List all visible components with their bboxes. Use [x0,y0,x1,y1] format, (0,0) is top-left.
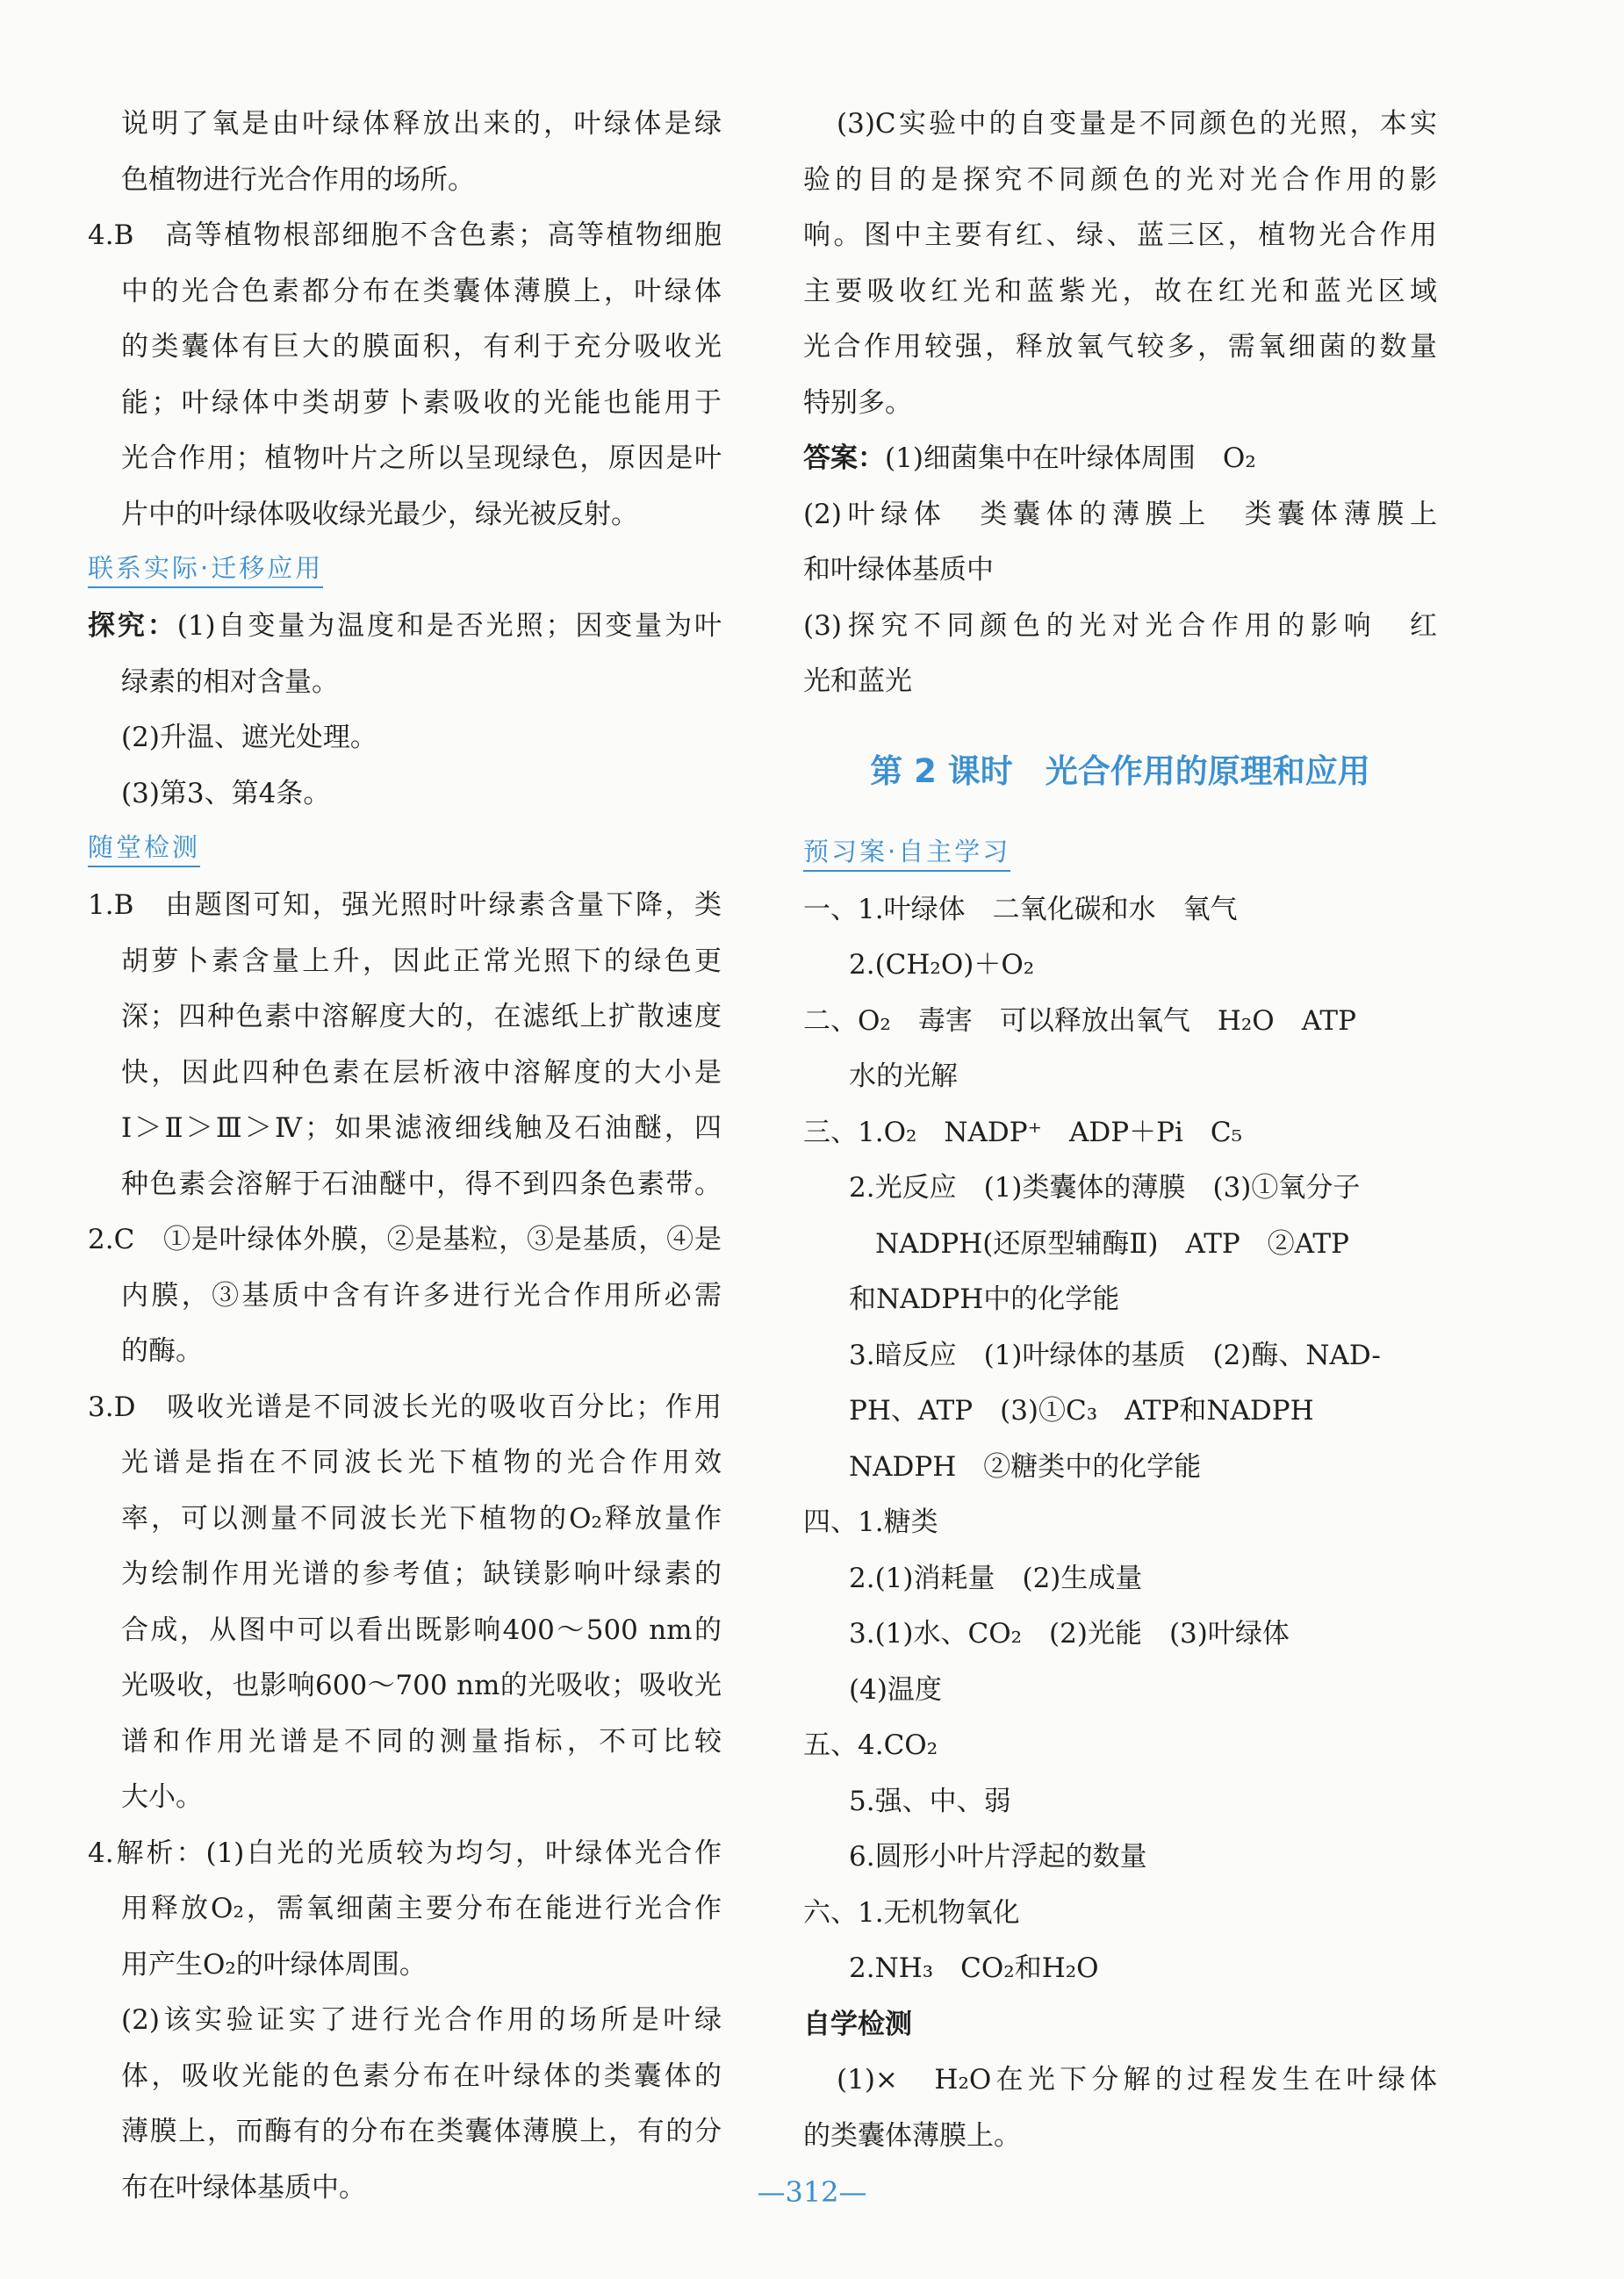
preview-line: 2.(CH₂O)＋O₂ [849,949,1035,981]
test-3-line: 大小。 [121,1781,203,1813]
preview-line: 3.暗反应 (1)叶绿体的基质 (2)酶、NAD- [849,1339,1381,1371]
preview-line: 6.圆形小叶片浮起的数量 [849,1841,1147,1873]
self-check-line: 的类囊体薄膜上。 [803,2119,1021,2152]
self-check-title: 自学检测 [803,2008,912,2040]
answer-line [803,431,1437,487]
explore-line [88,599,722,655]
test-1-line: 种色素会溶解于石油醚中，得不到四条色素带。 [121,1168,722,1200]
explore-line: (2)升温、遮光处理。 [121,722,377,753]
preview-line: 一、1.叶绿体 二氧化碳和水 氧气 [803,893,1238,925]
preview-line: NADPH ②糖类中的化学能 [849,1450,1202,1483]
lesson-title: 第 2 课时 光合作用的原理和应用 [870,751,1370,790]
answer-line: 光和蓝光 [803,665,912,697]
explore-text: (1)自变量为温度和是否光照；因变量为叶 [176,610,722,642]
section-heading-class-test: 随堂检测 [88,829,200,867]
test-2-line: 的酶。 [121,1335,203,1367]
preview-line: 3.(1)水、CO₂ (2)光能 (3)叶绿体 [849,1618,1290,1650]
explore-label: 探究： [88,610,177,642]
preview-line: 六、1.无机物氧化 [803,1896,1020,1929]
test-2-line: 内膜，③基质中含有许多进行光合作用所必需 [121,1279,722,1312]
answer-4-line: 4.B 高等植物根部细胞不含色素；高等植物细胞 [88,219,722,251]
test-3-line: 光谱是指在不同波长光下植物的光合作用效 [121,1447,722,1478]
left-column [88,97,722,2216]
answer-text: (1)细菌集中在叶绿体周围 O₂ [885,442,1256,474]
answer-4-line: 光合作用；植物叶片之所以呈现绿色，原因是叶 [121,442,722,474]
preview-line: 五、4.CO₂ [803,1729,938,1761]
test-3-line: 3.D 吸收光谱是不同波长光的吸收百分比；作用 [88,1391,722,1423]
preview-line: 水的光解 [849,1060,958,1092]
section-heading-practice: 联系实际·迁移应用 [88,550,323,588]
test-1-line: 快，因此四种色素在层析液中溶解度的大小是 [121,1056,722,1089]
test-4-line: 体，吸收光能的色素分布在叶绿体的类囊体的 [121,2060,722,2092]
preview-line: 四、1.糖类 [803,1506,938,1538]
test-3-line: 光吸收，也影响600～700 nm的光吸收；吸收光 [121,1670,722,1701]
test-3-line: 率，可以测量不同波长光下植物的O₂释放量作 [121,1502,722,1535]
test-4-line: 薄膜上，而酶有的分布在类囊体薄膜上，有的分 [121,2116,722,2147]
answer-4-line: 中的光合色素都分布在类囊体薄膜上，叶绿体 [121,275,722,307]
explore-line: (3)第3、第4条。 [121,777,331,809]
answer-4-line: 的类囊体有巨大的膜面积，有利于充分吸收光 [121,331,722,363]
test-3-line: 谱和作用光谱是不同的测量指标，不可比较 [121,1725,722,1758]
preview-line: (4)温度 [849,1673,942,1706]
test-4-line: 4.解析：(1)白光的光质较为均匀，叶绿体光合作 [88,1837,722,1869]
preview-line: PH、ATP (3)①C₃ ATP和NADPH [849,1395,1314,1427]
test-4-line: 用释放O₂，需氧细菌主要分布在能进行光合作 [121,1893,722,1924]
preview-line: 二、O₂ 毒害 可以释放出氧气 H₂O ATP [803,1004,1356,1037]
preview-line: 5.强、中、弱 [849,1785,1011,1817]
preview-line: 2.光反应 (1)类囊体的薄膜 (3)①氧分子 [849,1172,1361,1204]
c-explain-line: 验的目的是探究不同颜色的光对光合作用的影 [803,163,1437,196]
test-3-line: 合成，从图中可以看出既影响400～500 nm的 [121,1614,722,1646]
preview-line: 三、1.O₂ NADP⁺ ADP＋Pi C₅ [803,1116,1243,1148]
test-4-line: 布在叶绿体基质中。 [121,2171,366,2204]
c-explain-line: 响。图中主要有红、绿、蓝三区，植物光合作用 [803,219,1437,251]
page-number: —312— [757,2175,867,2209]
right-column [803,97,1437,2164]
text-line: 色植物进行光合作用的场所。 [121,163,475,196]
c-explain-line: (3)C实验中的自变量是不同颜色的光照，本实 [837,108,1437,140]
self-check-line: (1)× H₂O在光下分解的过程发生在叶绿体 [837,2064,1437,2096]
test-4-line: (2)该实验证实了进行光合作用的场所是叶绿 [121,2004,722,2036]
c-explain-line: 主要吸收红光和蓝紫光，故在红光和蓝光区域 [803,275,1437,307]
preview-line: 2.NH₃ CO₂和H₂O [849,1952,1099,1984]
c-explain-line: 特别多。 [803,386,912,419]
test-1-line: 1.B 由题图可知，强光照时叶绿素含量下降，类 [88,889,722,921]
section-heading-preview: 预习案·自主学习 [803,833,1010,872]
explore-line: 绿素的相对含量。 [121,665,339,698]
c-explain-line: 光合作用较强，释放氧气较多，需氧细菌的数量 [803,331,1437,363]
answer-4-line: 能；叶绿体中类胡萝卜素吸收的光能也能用于 [121,386,722,419]
test-4-line: 用产生O₂的叶绿体周围。 [121,1948,427,1981]
answer-line: (2)叶绿体 类囊体的薄膜上 类囊体薄膜上 [803,498,1437,530]
answer-label: 答案： [803,442,885,474]
answer-line: (3)探究不同颜色的光对光合作用的影响 红 [803,609,1437,642]
answer-4-line: 片中的叶绿体吸收绿光最少，绿光被反射。 [121,498,638,530]
test-2-line: 2.C ①是叶绿体外膜，②是基粒，③是基质，④是 [88,1224,722,1255]
test-3-line: 为绘制作用光谱的参考值；缺镁影响叶绿素的 [121,1558,722,1590]
preview-line: 和NADPH中的化学能 [849,1283,1120,1315]
test-1-line: 深；四种色素中溶解度大的，在滤纸上扩散速度 [121,1001,722,1032]
preview-line: 2.(1)消耗量 (2)生成量 [849,1562,1143,1594]
preview-line: NADPH(还原型辅酶Ⅱ) ATP ②ATP [875,1227,1349,1260]
test-1-line: 胡萝卜素含量上升，因此正常光照下的绿色更 [121,945,722,977]
answer-line: 和叶绿体基质中 [803,554,994,586]
text-line: 说明了氧是由叶绿体释放出来的，叶绿体是绿 [121,108,722,140]
test-1-line: Ⅰ＞Ⅱ＞Ⅲ＞Ⅳ；如果滤液细线触及石油醚，四 [121,1112,722,1144]
